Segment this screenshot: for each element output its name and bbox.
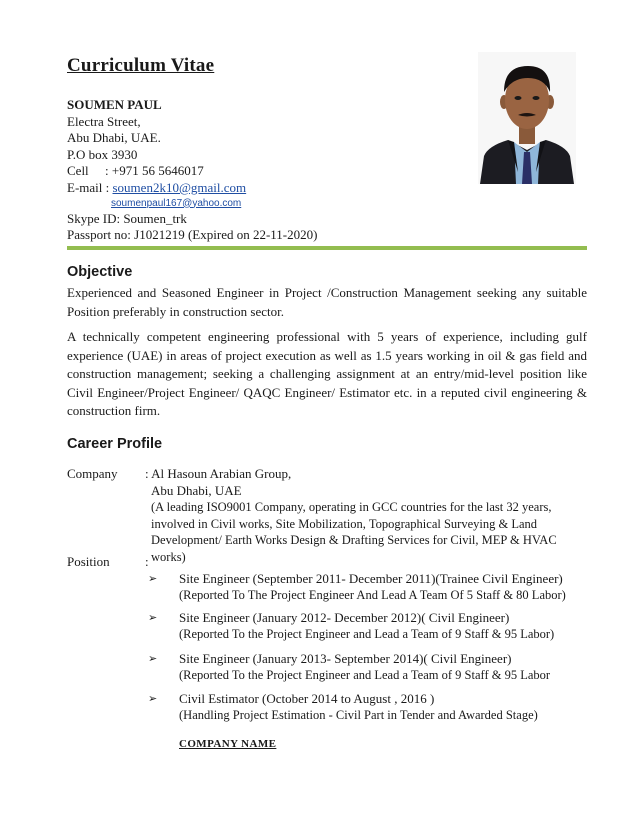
position-item: [148, 610, 588, 642]
contact-block: [67, 97, 397, 244]
position-item: [148, 571, 588, 603]
email-label: E-mail :: [67, 179, 113, 195]
position-detail: (Reported To the Project Engineer and Lead a Team of 9 Staff & 95 Labor: [179, 668, 551, 682]
profile-photo-image: [478, 52, 576, 184]
address-street: Electra Street,: [67, 113, 141, 129]
position-item: [148, 651, 588, 683]
profile-photo: [478, 52, 576, 184]
objective-paragraph-1: Experienced and Seasoned Engineer in Project /Construction Management seeking any suitable Position preferably in construction sector.: [67, 285, 587, 319]
arrow-bullet-icon: ➢: [148, 692, 158, 705]
cell-line: [67, 163, 397, 180]
cell-value: : +971 56 5646017: [105, 163, 204, 179]
company-description: (A leading ISO9001 Company, operating in GCC countries for the last 32 years, involved in Civil works, Site Mobilization, Topographical Surveying & Land Development/ Earth Works Design & Drafting Services for Civil, MEP & HVAC works): [151, 500, 557, 564]
company-details: [145, 466, 589, 565]
position-detail: (Handling Project Estimation - Civil Part in Tender and Awarded Stage): [179, 708, 538, 722]
cv-title: Curriculum Vitae: [67, 55, 215, 76]
company-name-heading: COMPANY NAME: [179, 738, 277, 750]
position-detail: (Reported To The Project Engineer And Lead A Team Of 5 Staff & 80 Labor): [179, 588, 566, 602]
cell-label: Cell: [67, 163, 89, 179]
skype-id: Skype ID: Soumen_trk: [67, 210, 187, 226]
email-link-gmail[interactable]: soumen2k10@gmail.com: [112, 179, 247, 195]
objective-heading: Objective: [67, 264, 133, 280]
address-pobox: P.O box 3930: [67, 146, 138, 162]
career-profile-heading: Career Profile: [67, 436, 163, 452]
position-item: [148, 691, 588, 723]
position-title: Site Engineer (January 2012- December 2012)( Civil Engineer): [179, 610, 510, 625]
candidate-name: SOUMEN PAUL: [67, 97, 162, 112]
position-title: Site Engineer (January 2013- September 2014)( Civil Engineer): [179, 651, 512, 666]
position-detail: (Reported To the Project Engineer and Lead a Team of 9 Staff & 95 Labor): [179, 627, 555, 641]
company-label: Company: [67, 466, 118, 481]
passport-info: Passport no: J1021219 (Expired on 22-11-2020): [67, 227, 318, 243]
objective-paragraph-2: A technically competent engineering professional with 5 years of experience, including gulf experience (UAE) in areas of project execution as well as 1.5 years working in oil & gas field and construction management; seeking a challenging assignment at an entry/mid-level position like Civil Engineer/Project Engineer/ QAQC Engineer/ Estimator etc. in a reputed civil engineering & construction firm.: [67, 329, 587, 418]
address-city: Abu Dhabi, UAE.: [67, 130, 161, 146]
arrow-bullet-icon: ➢: [148, 652, 158, 665]
position-label: Position: [67, 554, 110, 569]
position-colon: :: [145, 554, 149, 569]
position-title: Site Engineer (September 2011- December 2011)(Trainee Civil Engineer): [179, 571, 563, 586]
arrow-bullet-icon: ➢: [148, 611, 158, 624]
email-link-yahoo[interactable]: soumenpaul167@yahoo.com: [111, 197, 242, 209]
email-line: [67, 180, 397, 197]
company-city: Abu Dhabi, UAE: [151, 482, 242, 498]
position-title: Civil Estimator (October 2014 to August , 2016 ): [179, 691, 435, 706]
arrow-bullet-icon: ➢: [148, 572, 158, 585]
section-divider: [67, 246, 587, 250]
position-row: [67, 554, 588, 572]
company-name: : Al Hasoun Arabian Group,: [145, 466, 292, 481]
